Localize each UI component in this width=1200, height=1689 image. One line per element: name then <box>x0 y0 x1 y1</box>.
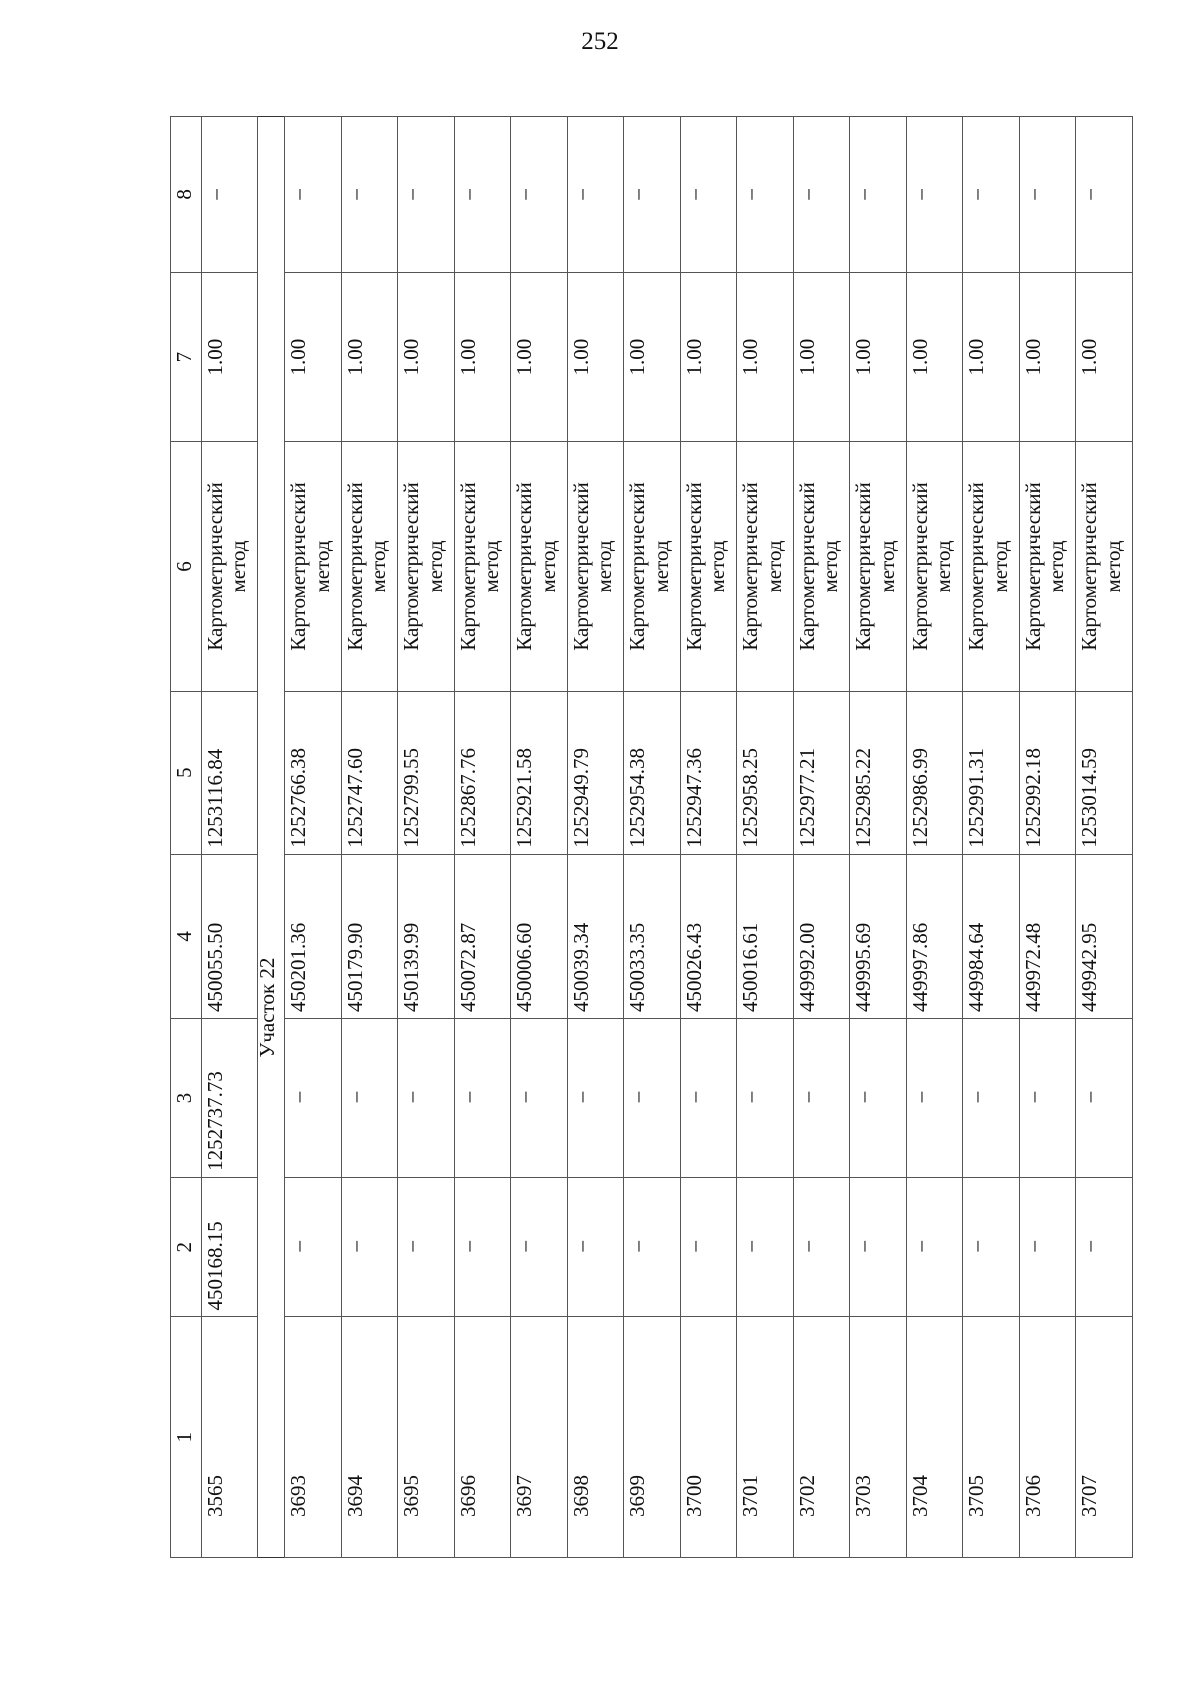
cell: 1.00 <box>906 272 963 442</box>
table-row <box>1076 117 1133 1558</box>
cell: 1.00 <box>1019 272 1076 442</box>
cell: 1252867.76 <box>454 691 511 854</box>
point-number-cell: 3697 <box>511 1317 568 1558</box>
point-number-cell: 3565 <box>201 1317 258 1558</box>
method-line-2: метод <box>309 540 334 593</box>
cell: 1.00 <box>201 272 258 442</box>
cell: 1252991.31 <box>963 691 1020 854</box>
header-cell: 7 <box>171 272 202 442</box>
table-row <box>906 117 963 1558</box>
cell: – <box>454 117 511 273</box>
cell: – <box>737 1019 794 1178</box>
coordinates-table <box>170 116 1133 1558</box>
cell: – <box>680 1019 737 1178</box>
cell: 1252747.60 <box>341 691 398 854</box>
cell: 1.00 <box>850 272 907 442</box>
method-cell <box>737 442 794 691</box>
cell: 1.00 <box>511 272 568 442</box>
cell: 1252949.79 <box>567 691 624 854</box>
cell: 449997.86 <box>906 854 963 1018</box>
method-line-1: Картометрический <box>851 482 876 651</box>
point-number-cell: 3693 <box>285 1317 342 1558</box>
cell: – <box>285 1177 342 1317</box>
point-number-cell: 3698 <box>567 1317 624 1558</box>
cell: 449992.00 <box>793 854 850 1018</box>
cell: – <box>341 1177 398 1317</box>
cell: 1.00 <box>963 272 1020 442</box>
method-line-1: Картометрический <box>738 482 763 651</box>
cell: 450016.61 <box>737 854 794 1018</box>
method-cell <box>680 442 737 691</box>
cell: – <box>511 1019 568 1178</box>
point-number-cell: 3699 <box>624 1317 681 1558</box>
cell: 1.00 <box>1076 272 1133 442</box>
header-cell: 5 <box>171 691 202 854</box>
rotated-table-container <box>170 116 1133 1558</box>
cell: 1.00 <box>567 272 624 442</box>
method-cell <box>285 442 342 691</box>
method-cell <box>963 442 1020 691</box>
point-number-cell: 3700 <box>680 1317 737 1558</box>
cell: 1.00 <box>454 272 511 442</box>
table-row <box>398 117 455 1558</box>
cell: 1252986.99 <box>906 691 963 854</box>
method-line-2: метод <box>1044 540 1069 593</box>
cell: 1252985.22 <box>850 691 907 854</box>
method-cell <box>398 442 455 691</box>
header-cell: 3 <box>171 1019 202 1178</box>
method-cell <box>793 442 850 691</box>
cell: 450039.34 <box>567 854 624 1018</box>
cell: 1.00 <box>398 272 455 442</box>
table-row <box>793 117 850 1558</box>
table-row <box>567 117 624 1558</box>
table-row <box>1019 117 1076 1558</box>
cell: – <box>737 117 794 273</box>
cell: 450055.50 <box>201 854 258 1018</box>
cell: 1.00 <box>285 272 342 442</box>
method-cell <box>341 442 398 691</box>
table-row <box>624 117 681 1558</box>
cell: – <box>906 117 963 273</box>
cell: – <box>624 1019 681 1178</box>
cell: – <box>341 117 398 273</box>
cell: 1.00 <box>737 272 794 442</box>
table-row <box>454 117 511 1558</box>
cell: – <box>398 1019 455 1178</box>
method-line-2: метод <box>592 540 617 593</box>
cell: – <box>850 1177 907 1317</box>
cell: 449972.48 <box>1019 854 1076 1018</box>
section-row <box>258 117 285 1558</box>
method-line-2: метод <box>422 540 447 593</box>
cell: – <box>850 117 907 273</box>
point-number-cell: 3694 <box>341 1317 398 1558</box>
table-row <box>850 117 907 1558</box>
cell: 449942.95 <box>1076 854 1133 1018</box>
cell: 450179.90 <box>341 854 398 1018</box>
cell: 450006.60 <box>511 854 568 1018</box>
cell: – <box>567 117 624 273</box>
cell: – <box>906 1019 963 1178</box>
cell: – <box>793 1019 850 1178</box>
page-number: 252 <box>581 28 619 55</box>
method-line-1: Картометрический <box>681 482 706 651</box>
cell: – <box>963 1177 1020 1317</box>
cell: 1253014.59 <box>1076 691 1133 854</box>
method-line-2: метод <box>818 540 843 593</box>
cell: – <box>793 117 850 273</box>
cell: 1253116.84 <box>201 691 258 854</box>
cell: – <box>1019 117 1076 273</box>
cell: – <box>1019 1177 1076 1317</box>
cell: – <box>624 1177 681 1317</box>
method-line-2: метод <box>366 540 391 593</box>
cell: 450072.87 <box>454 854 511 1018</box>
point-number-cell: 3695 <box>398 1317 455 1558</box>
header-cell: 6 <box>171 442 202 691</box>
method-line-1: Картометрический <box>286 482 311 651</box>
point-number-cell: 3705 <box>963 1317 1020 1558</box>
cell: 1252958.25 <box>737 691 794 854</box>
method-line-1: Картометрический <box>907 482 932 651</box>
point-number-cell: 3703 <box>850 1317 907 1558</box>
cell: – <box>1076 1177 1133 1317</box>
method-line-1: Картометрический <box>794 482 819 651</box>
header-cell: 8 <box>171 117 202 273</box>
cell: 1252921.58 <box>511 691 568 854</box>
method-line-1: Картометрический <box>399 482 424 651</box>
cell: – <box>1076 1019 1133 1178</box>
point-number-cell: 3702 <box>793 1317 850 1558</box>
cell: 450168.15 <box>201 1177 258 1317</box>
method-line-1: Картометрический <box>512 482 537 651</box>
method-cell <box>1076 442 1133 691</box>
table-row <box>511 117 568 1558</box>
cell: – <box>285 1019 342 1178</box>
cell: 1252947.36 <box>680 691 737 854</box>
cell: 449984.64 <box>963 854 1020 1018</box>
method-cell <box>850 442 907 691</box>
section-cell <box>255 117 285 1558</box>
cell: – <box>680 117 737 273</box>
header-row <box>171 117 202 1558</box>
method-line-2: метод <box>761 540 786 593</box>
method-line-1: Картометрический <box>1020 482 1045 651</box>
table-row <box>737 117 794 1558</box>
method-cell <box>1019 442 1076 691</box>
method-cell <box>454 442 511 691</box>
method-line-2: метод <box>705 540 730 593</box>
method-cell <box>567 442 624 691</box>
cell: 1252737.73 <box>201 1019 258 1178</box>
cell: – <box>680 1177 737 1317</box>
header-cell: 1 <box>171 1317 202 1558</box>
cell: – <box>454 1019 511 1178</box>
method-line-2: метод <box>226 540 251 593</box>
cell: 1252766.38 <box>285 691 342 854</box>
cell: – <box>963 1019 1020 1178</box>
point-number-cell: 3707 <box>1076 1317 1133 1558</box>
method-line-2: метод <box>874 540 899 593</box>
cell: – <box>285 117 342 273</box>
cell: – <box>1019 1019 1076 1178</box>
cell: 1.00 <box>341 272 398 442</box>
cell: – <box>398 117 455 273</box>
cell: – <box>511 1177 568 1317</box>
method-cell <box>624 442 681 691</box>
cell: – <box>398 1177 455 1317</box>
table-row <box>680 117 737 1558</box>
method-line-2: метод <box>535 540 560 593</box>
cell: – <box>511 117 568 273</box>
method-cell <box>511 442 568 691</box>
point-number-cell: 3704 <box>906 1317 963 1558</box>
cell: – <box>906 1177 963 1317</box>
method-line-1: Картометрический <box>455 482 480 651</box>
cell: 1252954.38 <box>624 691 681 854</box>
cell: 450201.36 <box>285 854 342 1018</box>
cell: – <box>963 117 1020 273</box>
header-cell: 4 <box>171 854 202 1018</box>
method-line-1: Картометрический <box>1077 482 1102 651</box>
cell: 1.00 <box>624 272 681 442</box>
method-line-1: Картометрический <box>202 482 227 651</box>
cell: – <box>1076 117 1133 273</box>
method-line-2: метод <box>1100 540 1125 593</box>
method-line-1: Картометрический <box>568 482 593 651</box>
cell: – <box>567 1019 624 1178</box>
cell: – <box>201 117 258 273</box>
cell: 1.00 <box>793 272 850 442</box>
cell: – <box>850 1019 907 1178</box>
method-line-1: Картометрический <box>964 482 989 651</box>
cell: 450033.35 <box>624 854 681 1018</box>
method-line-1: Картометрический <box>625 482 650 651</box>
cell: 1252992.18 <box>1019 691 1076 854</box>
cell: – <box>454 1177 511 1317</box>
method-line-2: метод <box>479 540 504 593</box>
cell: – <box>624 117 681 273</box>
cell: – <box>737 1177 794 1317</box>
header-cell: 2 <box>171 1177 202 1317</box>
table-row <box>285 117 342 1558</box>
cell: 1252799.55 <box>398 691 455 854</box>
point-number-cell: 3701 <box>737 1317 794 1558</box>
cell: 1.00 <box>680 272 737 442</box>
table-row <box>963 117 1020 1558</box>
cell: 1252977.21 <box>793 691 850 854</box>
section-title: Участок 22 <box>255 957 280 1058</box>
method-cell <box>906 442 963 691</box>
cell: – <box>793 1177 850 1317</box>
cell: – <box>341 1019 398 1178</box>
point-number-cell: 3706 <box>1019 1317 1076 1558</box>
method-line-2: метод <box>931 540 956 593</box>
method-line-2: метод <box>987 540 1012 593</box>
cell: 450026.43 <box>680 854 737 1018</box>
cell: 449995.69 <box>850 854 907 1018</box>
table-row <box>341 117 398 1558</box>
table-row <box>201 117 258 1558</box>
cell: – <box>567 1177 624 1317</box>
cell: 450139.99 <box>398 854 455 1018</box>
method-line-2: метод <box>648 540 673 593</box>
method-cell <box>201 442 258 691</box>
method-line-1: Картометрический <box>342 482 367 651</box>
point-number-cell: 3696 <box>454 1317 511 1558</box>
